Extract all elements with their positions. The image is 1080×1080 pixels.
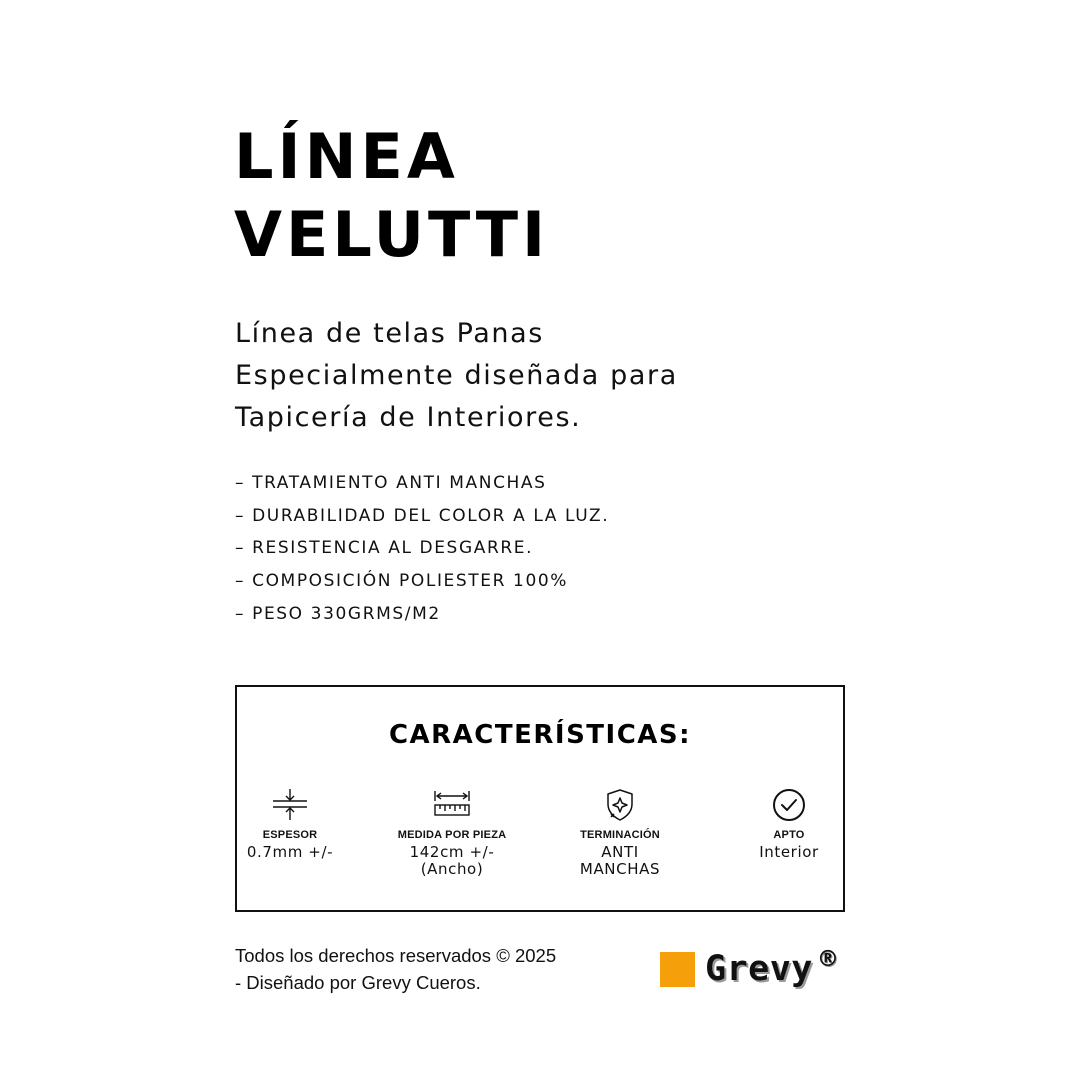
feature-item: – PESO 330GRMS/M2 [235, 603, 441, 624]
copyright-line-1: Todos los derechos reservados © 2025 [235, 945, 557, 966]
brand-square-icon [660, 952, 695, 987]
brand-logo [660, 945, 839, 993]
spec-value: ANTI MANCHAS [579, 843, 661, 878]
spec-suitable [709, 787, 869, 861]
title-line-2: VELUTTI [234, 198, 550, 271]
registered-mark: ® [816, 947, 839, 972]
page-title [234, 118, 549, 274]
description-line-2: Especialmente diseñada para [235, 360, 678, 391]
feature-item: – RESISTENCIA AL DESGARRE. [235, 538, 534, 559]
spec-value: 0.7mm +/- [246, 843, 334, 861]
feature-item: – TRATAMIENTO ANTI MANCHAS [235, 473, 547, 493]
specs-title: CARACTERÍSTICAS: [388, 720, 692, 750]
title-line-1: LÍNEA [234, 120, 459, 193]
feature-list [235, 467, 609, 631]
spec-label: ESPESOR [262, 829, 318, 841]
spec-value: 142cm +/- (Ancho) [409, 843, 495, 878]
copyright-line-2: - Diseñado por Grevy Cueros. [235, 972, 481, 993]
spec-label: TERMINACIÓN [580, 829, 660, 841]
spec-thickness [210, 787, 370, 861]
feature-item: – COMPOSICIÓN POLIESTER 100% [235, 571, 569, 592]
thickness-icon [270, 787, 310, 823]
spec-width [372, 787, 532, 878]
spec-label: MEDIDA POR PIEZA [397, 829, 507, 841]
description-line-3: Tapicería de Interiores. [235, 402, 582, 433]
ruler-icon [432, 787, 472, 823]
copyright-text [235, 942, 556, 996]
spec-finish [540, 787, 700, 878]
brand-name: Grevy [705, 949, 813, 989]
shield-sparkle-icon [600, 787, 640, 823]
feature-item: – DURABILIDAD DEL COLOR A LA LUZ. [235, 505, 610, 526]
check-circle-icon [769, 787, 809, 823]
specs-box [235, 685, 845, 912]
spec-label: APTO [773, 829, 805, 841]
product-description [235, 313, 678, 439]
description-line-1: Línea de telas Panas [235, 318, 544, 349]
spec-value: Interior [759, 843, 819, 861]
